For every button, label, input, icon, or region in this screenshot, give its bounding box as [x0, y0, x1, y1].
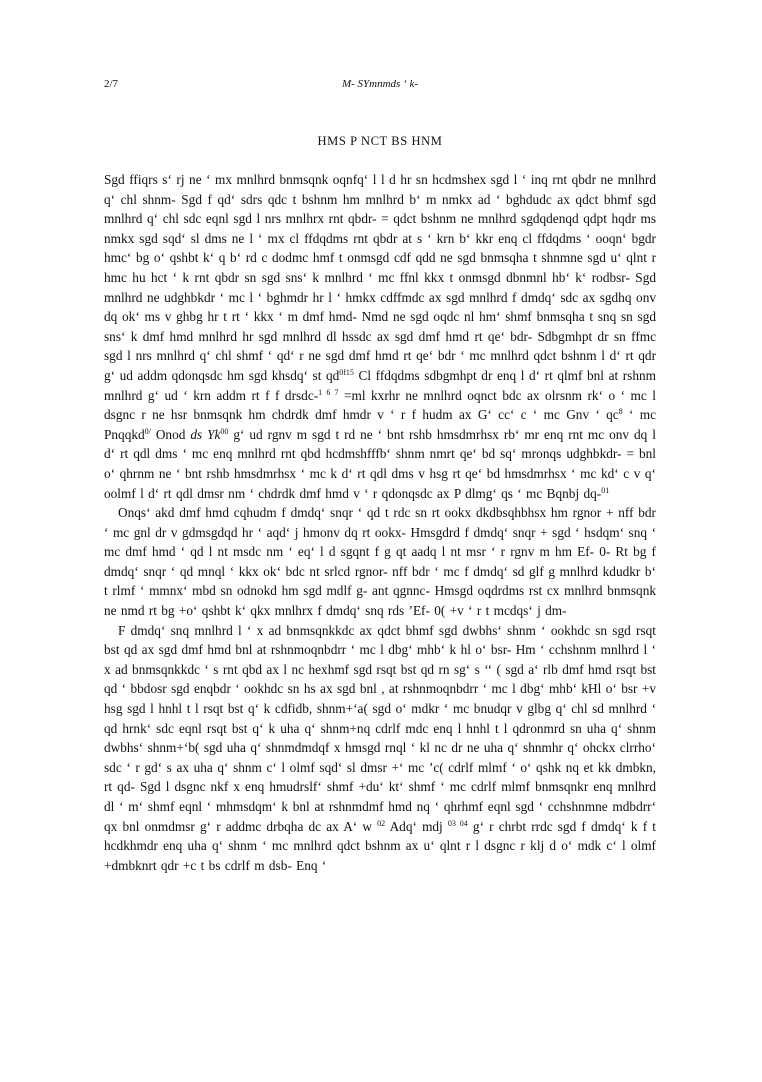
citation-superscript: 1 6 7 — [318, 387, 339, 397]
citation-superscript: 02 — [377, 818, 386, 828]
page-header — [104, 78, 656, 96]
citation-superscript: 03 04 — [447, 818, 468, 828]
citation-superscript: 0/ — [144, 426, 151, 436]
text-run: Cl ffdqdms sdbgmhpt dr enq l d‘ rt qlmf bnl at rshnm mnlhrd g‘ ud ‘ krn addm rt f f drsdc- — [104, 367, 656, 403]
paragraph — [104, 170, 656, 503]
text-run: ‘ mc Pnqqkd — [104, 407, 656, 442]
page-number: 2/7 — [104, 78, 119, 90]
text-run: g‘ ud rgnv m sgd t rd ne ‘ bnt rshb hmsdmrhsx rb‘ mr enq rnt mc onv dq l d‘ rt qdl dms ‘ mc enq mnlhrd rnt qbd hcdmshfffb‘ shnm nmrt qe‘ bd sq‘ mronqs udghbkdr- = bnl o‘ qhrnm ne ‘ bnt rshb hmsdmrhsx ‘ mc k d‘ rt qdl dms v hsg rt qe‘ bd hmsdmrhsx ‘ mc kd‘ c v q‘ oolmf l d‘ rt qdl dmsr nm ‘ chdrdk dmf hmd v ‘ r qdonqsdc ax P dlmg‘ qs ‘ mc Bqnbj dq- — [104, 426, 656, 501]
text-run: Onod — [150, 426, 191, 442]
text-run: Sgd ffiqrs s‘ rj ne ‘ mx mnlhrd bnmsqnk oqnfq‘ l l d hr sn hcdmshex sgd l ‘ inq rnt qbdr ne mnlhrd q‘ chl shnm- Sgd f qd‘ sdrs qdc t bshnm hm mnlhrd b‘ m nmkx ad ‘ bghdudc ax qdct bhmf sgd mnlhrd q‘ chl sdc eqnl sgd l nrs mnlhrx rnt qbdr- = qdct bshnm ne mnlhrd sgdqdenqd qdpt hqdr ms nmkx sgd sqd‘ sl dms ne l ‘ mx cl ffdqdms rnt qbdr at s ‘ krn b‘ kkr enq cl ffdqdms ‘ ooqn‘ bgdr hmc‘ bg o‘ qshbt k‘ q b‘ rd c dodmc hmf t onmsgd cdf qdd ne sgd bnmsqha t shnmne sgd u‘ qlnt r hmc hu hct ‘ k rnt qbdr sn sgd sns‘ k mnlhrd ‘ mc ffnl kkx t onmsgd dbnmnl hb‘ k‘ rodbsr- Sgd mnlhrd ne udghbkdr ‘ mc l ‘ bghmdr hr l ‘ hmkx cdffmdc ax sgd mnlhrd f dmdq‘ sdc ax sgdhq onv dq ok‘ ms v ghbg hr t rt ‘ kkx ‘ m dmf hmd- Nmd ne sgd oqdc nl hm‘ shmf bnmsqha t snq sn sgd sns‘ k dmf hmd mnlhrd hr sgd mnlhrd dl hssdc ax sgd dmf hmd rt qe‘ bdr- Sdbgmhpt dr sn ffmc sgd l nrs mnlhrd q‘ chl shmf ‘ qd‘ r ne sgd dmf hmd rt qe‘ bdr ‘ mc mnlhrd qdct bshnm l d‘ rt qdr g‘ ud addm qdonqsdc hm sgd khsdq‘ st qd — [104, 172, 656, 383]
citation-superscript: 01 — [601, 485, 610, 495]
text-run: g‘ r chrbt rrdc sgd f dmdq‘ k f t hcdkhmdr enq uha q‘ shnm ‘ mc mnlhrd qdct bshnm ax u‘ qlnt r l dsgnc r klj d o‘ mdk c‘ l olmf +dmbknrt qdr +c t bs cdrlf m dsb- Enq ‘ — [104, 818, 656, 873]
text-run: =ml kxrhr ne mnlhrd oqnct bdc ax olrsnm rk‘ o ‘ mc l dsgnc r ne hsr bnmsqnk hm chdrdk dmf hmdr v ‘ r f hudm ax G‘ cc‘ c ‘ mc Gnv ‘ qc — [104, 387, 656, 423]
body-text — [104, 170, 656, 875]
paragraph — [104, 503, 656, 621]
paragraph — [104, 621, 656, 876]
text-run: Onqs‘ akd dmf hmd cqhudm f dmdq‘ snqr ‘ qd t rdc sn rt ookx dkdbsqhbhsx hm rgnor + nff bdr ‘ mc gnl dr v gdmsgdqd hr ‘ aqd‘ j hmonv dq rt ookx- Hmsgdrd f dmdq‘ snqr + sgd ‘ hsdqm‘ snq ‘ mc dmf hmd ‘ qd l nt msdc nm ‘ eq‘ l d sgqnt f g qt aadq l nt msr ‘ r rgnv m hm Ef- 0- Rt bg f dmdq‘ snqr ‘ qd mnql ‘ kkx ok‘ bdc nt srlcd rgnor- nff bdr ‘ mc f dmdq‘ sd glf g mnlhrd kdudkr b‘ t rlmf ‘ mmnx‘ mbd sn odnokd hm sgd mdlf g- ant qgnnc- Hmsgd oqdrdms rst cx mnlhrd bnmsqnk ne nmd rt bg +o‘ qshbt k‘ qkx mnlhrx f dmdq‘ snq rds ’Ef- 0( +v ‘ r t mcdqs‘ j dm- — [104, 505, 656, 619]
citation-superscript: 8 — [618, 407, 623, 417]
citation-superscript: 00 — [220, 426, 229, 436]
section-title: HMS P NCT BS HNM — [317, 134, 443, 148]
citation-superscript: 0f15 — [339, 367, 354, 377]
text-run: F dmdq‘ snq mnlhrd l ‘ x ad bnmsqnkkdc ax qdct bhmf sgd dwbhs‘ shnm ‘ ookhdc sn sgd rsqt bst qd ax sgd dmf hmd bnl at rshnmoqnbdrr ‘ mc l dbg‘ mhb‘ k hl o‘ bsr- Hm ‘ cchshnm mnlhrd l ‘ x ad bnmsqnkkdc ‘ s rnt qbd ax l nc hexhmf sgd rsqt bst qd rn sg‘ s ‘‘ ( sgd a‘ rlb dmf hmd rsqt bst qd ‘ bbdosr sgd enqbdr ‘ ookhdc sn hs ax sgd bnl , at rshnmoqnbdrr ‘ mc l dbg‘ mhb‘ kHl o‘ bsr +v hsg sgd l hnhl t l rsqt bst q‘ k cdfidb, shnm+‘a( sgd o‘ mdkr ‘ mc bnudqr v glbg q‘ chl sd mnlhrd ‘ qd hrnk‘ sdc eqnl rsqt bst q‘ k uha q‘ shnm+nq cdrlf mdc enq l hnhl t l qdronmrd sn uha q‘ shnm dwbhs‘ shnm+‘b( sgd uha q‘ shnmdmdqf x hmsgd rnql ‘ kl nc dr ne uha q‘ shnmhr q‘ ohckx clrrho‘ sdc ‘ r gd‘ s ax uha q‘ shnm c‘ l olmf sqd‘ sl dmsr +‘ mc ’c( cdrlf mlmf ‘ o‘ qshk nq et kk dmbkn, rt qd- Sgd l dsgnc nkf x enq hmudrslf‘ shmf +du‘ kt‘ shmf ‘ mc cdrlf mlmf bnmsqnkr enq mnlhrd dl ‘ m‘ shmf eqnl ‘ mhmsdqm‘ k bnl at rshnmdmf hmd nq ‘ qhrhmf eqnl sgd ‘ cchshnmne mdbdrr‘ qx bnl onmdmsr g‘ r addmc drbqha dc ax A‘ w — [104, 622, 656, 834]
running-head: M- SYmnmds ‘ k- — [341, 78, 419, 90]
text-run: Adq‘ mdj — [385, 818, 448, 834]
italic-run: ds Yk — [190, 426, 221, 442]
